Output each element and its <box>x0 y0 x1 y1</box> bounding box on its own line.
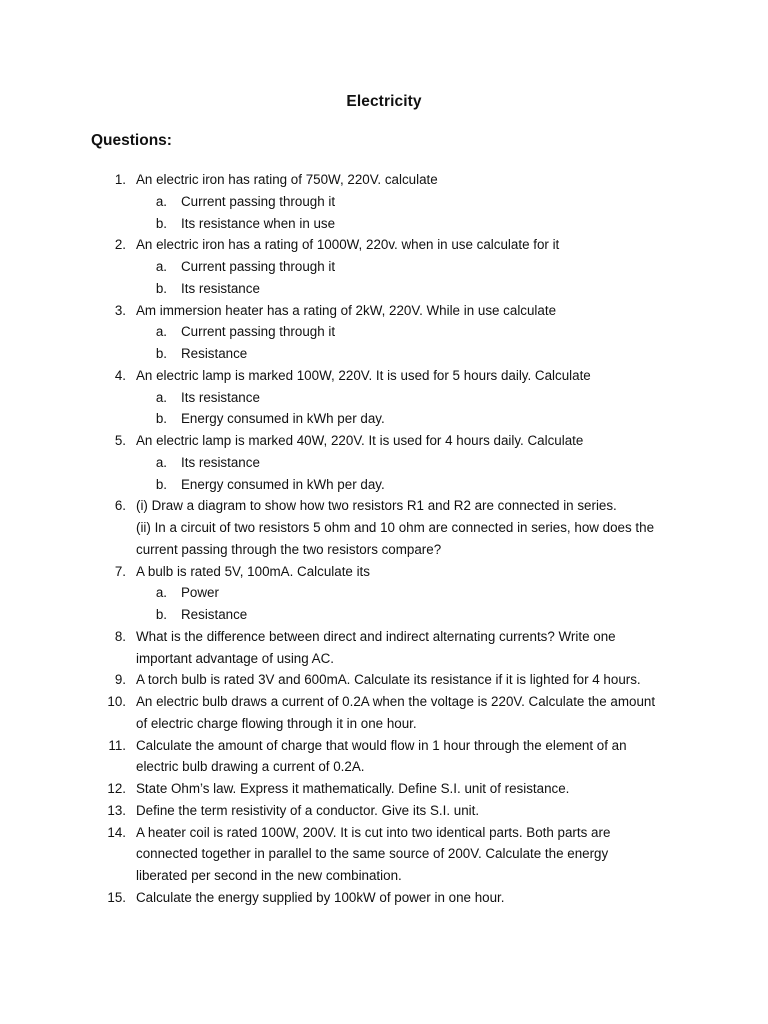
sub-question-letter: a. <box>155 585 167 601</box>
sub-question <box>0 213 768 235</box>
question-number: 13. <box>107 802 126 818</box>
question-text: A torch bulb is rated 3V and 600mA. Calculate its resistance if it is lighted for 4 hours. <box>136 672 641 688</box>
question-number: 15. <box>107 889 126 905</box>
sub-question-text: Power <box>181 585 219 601</box>
sub-question <box>0 604 768 626</box>
question-number: 2. <box>114 237 126 253</box>
sub-question <box>0 387 768 409</box>
question-line <box>0 234 768 256</box>
sub-question <box>0 278 768 300</box>
question-line <box>0 865 768 887</box>
question-line <box>0 300 768 322</box>
sub-question-letter: a. <box>155 389 167 405</box>
question-text: An electric lamp is marked 100W, 220V. It is used for 5 hours daily. Calculate <box>136 367 591 383</box>
question-text: An electric lamp is marked 40W, 220V. It is used for 4 hours daily. Calculate <box>136 433 584 448</box>
question-line <box>0 843 768 865</box>
question-text: Calculate the amount of charge that would flow in 1 hour through the element of an <box>136 737 627 753</box>
question-line <box>0 735 768 757</box>
sub-question <box>0 582 768 604</box>
question-text: current passing through the two resistors compare? <box>136 541 442 557</box>
question-line <box>0 756 768 778</box>
question-text: What is the difference between direct and indirect alternating currents? Write one <box>136 628 616 644</box>
question-text: An electric iron has rating of 750W, 220V. calculate <box>136 172 438 187</box>
sub-question-text: Its resistance <box>181 454 260 470</box>
sub-question <box>0 256 768 278</box>
question-number: 4. <box>114 367 126 383</box>
question-text: Calculate the energy supplied by 100kW of power in one hour. <box>136 889 505 905</box>
sub-question-letter: a. <box>155 454 167 470</box>
question-text: electric bulb drawing a current of 0.2A. <box>136 759 365 775</box>
question-text: of electric charge flowing through it in one hour. <box>136 715 417 731</box>
question-number: 11. <box>108 737 126 753</box>
question-text: An electric iron has a rating of 1000W, 220v. when in use calculate for it <box>136 237 560 253</box>
question-line <box>0 626 768 648</box>
question-line <box>0 495 768 517</box>
question-line <box>0 778 768 800</box>
sub-question <box>0 343 768 365</box>
sub-question-letter: b. <box>155 476 167 492</box>
question-text: (i) Draw a diagram to show how two resistors R1 and R2 are connected in series. <box>136 498 617 514</box>
sub-question-letter: a. <box>155 193 167 209</box>
question-line <box>0 800 768 822</box>
question-line <box>0 822 768 844</box>
sub-question-text: Current passing through it <box>181 324 336 340</box>
sub-question-letter: b. <box>155 215 167 231</box>
sub-question-text: Energy consumed in kWh per day. <box>181 476 385 492</box>
sub-question-letter: a. <box>155 324 167 340</box>
sub-question-text: Its resistance when in use <box>181 215 336 231</box>
sub-question-text: Current passing through it <box>181 259 336 274</box>
question-line <box>0 561 768 583</box>
question-text: Am immersion heater has a rating of 2kW, 220V. While in use calculate <box>136 302 557 318</box>
sub-question <box>0 408 768 430</box>
sub-question-text: Its resistance <box>181 280 260 296</box>
sub-question-letter: b. <box>155 346 167 361</box>
question-text: important advantage of using AC. <box>136 650 335 666</box>
question-line <box>0 648 768 670</box>
sub-question-text: Its resistance <box>181 389 260 405</box>
question-line <box>0 691 768 713</box>
question-number: 7. <box>114 563 126 579</box>
question-line <box>0 669 768 691</box>
sub-question-letter: b. <box>155 411 167 427</box>
question-number: 10. <box>107 694 126 709</box>
sub-question-text: Energy consumed in kWh per day. <box>181 411 385 427</box>
question-line <box>0 539 768 561</box>
question-number: 14. <box>107 824 126 840</box>
sub-question-letter: b. <box>155 607 167 622</box>
question-number: 12. <box>107 781 126 796</box>
question-text: An electric bulb draws a current of 0.2A when the voltage is 220V. Calculate the amount <box>136 694 656 709</box>
question-line <box>0 169 768 191</box>
question-number: 8. <box>114 628 126 644</box>
question-text: connected together in parallel to the same source of 200V. Calculate the energy <box>136 846 609 862</box>
question-line <box>0 887 768 909</box>
sub-question-text: Resistance <box>181 607 248 622</box>
question-text: A bulb is rated 5V, 100mA. Calculate its <box>136 563 370 579</box>
sub-question <box>0 452 768 474</box>
question-line <box>0 517 768 539</box>
sub-question-letter: b. <box>155 280 167 296</box>
sub-question <box>0 321 768 343</box>
sub-question <box>0 191 768 213</box>
question-line <box>0 430 768 452</box>
sub-question <box>0 474 768 496</box>
question-text: Define the term resistivity of a conductor. Give its S.I. unit. <box>136 802 480 818</box>
question-number: 5. <box>114 433 126 448</box>
question-number: 3. <box>114 302 126 318</box>
question-line <box>0 713 768 735</box>
question-list <box>0 169 768 909</box>
question-text: liberated per second in the new combination. <box>136 868 402 883</box>
question-text: A heater coil is rated 100W, 200V. It is cut into two identical parts. Both parts are <box>136 824 611 840</box>
question-number: 6. <box>114 498 126 514</box>
sub-question-letter: a. <box>155 259 167 274</box>
page-title: Electricity <box>346 93 422 110</box>
question-number: 1. <box>114 172 126 187</box>
section-heading: Questions: <box>91 132 172 149</box>
sub-question-text: Resistance <box>181 346 248 361</box>
question-line <box>0 365 768 387</box>
question-number: 9. <box>114 672 126 688</box>
question-text: (ii) In a circuit of two resistors 5 ohm and 10 ohm are connected in series, how does the <box>136 520 655 535</box>
sub-question-text: Current passing through it <box>181 193 336 209</box>
question-text: State Ohm’s law. Express it mathematically. Define S.I. unit of resistance. <box>136 781 570 796</box>
